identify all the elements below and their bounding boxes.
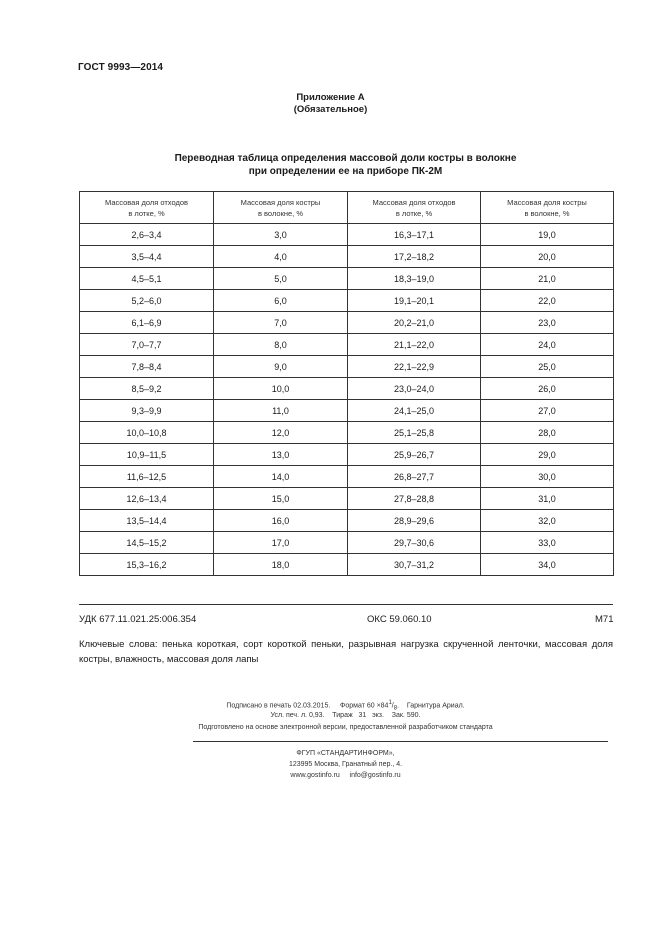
table-row (80, 378, 614, 400)
table-cell: 21,0 (481, 268, 614, 290)
table-cell: 32,0 (481, 510, 614, 532)
table-cell: 3,5–4,4 (80, 246, 214, 268)
table-row (80, 312, 614, 334)
table-row (80, 488, 614, 510)
table-cell: 22,0 (481, 290, 614, 312)
table-cell: 27,8–28,8 (348, 488, 481, 510)
table-cell: 11,6–12,5 (80, 466, 214, 488)
standard-number: ГОСТ 9993—2014 (78, 62, 164, 73)
table-title-line2: при определении ее на приборе ПК-2М (248, 166, 443, 177)
table-row (80, 356, 614, 378)
publisher-contacts: www.gostinfo.ru info@gostinfo.ru (290, 772, 401, 779)
publisher-divider (193, 741, 608, 742)
imprint-line3: Подготовлено на основе электронной версии, предоставленной разработчиком стандарта (198, 724, 493, 731)
table-cell: 23,0–24,0 (348, 378, 481, 400)
appendix-status: (Обязательное) (293, 104, 368, 115)
table-cell: 8,5–9,2 (80, 378, 214, 400)
table-cell: 8,0 (214, 334, 348, 356)
table-row (80, 554, 614, 576)
table-cell: 30,7–31,2 (348, 554, 481, 576)
table-cell: 15,0 (214, 488, 348, 510)
imprint-line1: Подписано в печать 02.03.2015. Формат $60 \times 84^1/_8$. Гарнитура Ариал. (226, 700, 465, 712)
table-cell: 3,0 (214, 224, 348, 246)
table-cell: 30,0 (481, 466, 614, 488)
table-cell: 24,1–25,0 (348, 400, 481, 422)
table-row (80, 246, 614, 268)
table-cell: 26,0 (481, 378, 614, 400)
table-cell: 24,0 (481, 334, 614, 356)
table-cell: 17,2–18,2 (348, 246, 481, 268)
header-waste-share: Массовая доля отходов в лотке, % (80, 192, 214, 224)
table-cell: 29,7–30,6 (348, 532, 481, 554)
table-cell: 23,0 (481, 312, 614, 334)
table-cell: 34,0 (481, 554, 614, 576)
table-cell: 33,0 (481, 532, 614, 554)
table-cell: 2,6–3,4 (80, 224, 214, 246)
table-row (80, 422, 614, 444)
table-cell: 27,0 (481, 400, 614, 422)
table-cell: 14,5–15,2 (80, 532, 214, 554)
oks-code: ОКС 59.060.10 (367, 614, 432, 625)
table-cell: 25,9–26,7 (348, 444, 481, 466)
table-cell: 9,0 (214, 356, 348, 378)
table-cell: 13,0 (214, 444, 348, 466)
table-title-line1: Переводная таблица определения массовой доли костры в волокне (174, 153, 517, 164)
table-cell: 4,5–5,1 (80, 268, 214, 290)
table-cell: 15,3–16,2 (80, 554, 214, 576)
udk-code: УДК 677.11.021.25:006.354 (79, 614, 197, 625)
table-header-row (80, 192, 614, 224)
table-cell: 7,0 (214, 312, 348, 334)
table-row (80, 268, 614, 290)
table-row (80, 510, 614, 532)
table-cell: 12,6–13,4 (80, 488, 214, 510)
table-row (80, 334, 614, 356)
table-cell: 5,2–6,0 (80, 290, 214, 312)
keywords: Ключевые слова: пенька короткая, сорт короткой пеньки, разрывная нагрузка скрученной ленточки, массовая доля костры, влажность, массовая доля лапы (79, 639, 613, 665)
header-waste-share-2: Массовая доля отходов в лотке, % (348, 192, 481, 224)
table-cell: 19,0 (481, 224, 614, 246)
table-row (80, 466, 614, 488)
table-cell: 10,9–11,5 (80, 444, 214, 466)
table-cell: 12,0 (214, 422, 348, 444)
table-cell: 18,3–19,0 (348, 268, 481, 290)
table-cell: 6,1–6,9 (80, 312, 214, 334)
table-cell: 20,2–21,0 (348, 312, 481, 334)
table-cell: 22,1–22,9 (348, 356, 481, 378)
table-cell: 16,3–17,1 (348, 224, 481, 246)
divider (79, 604, 613, 605)
table-cell: 14,0 (214, 466, 348, 488)
table-cell: 31,0 (481, 488, 614, 510)
table-cell: 7,0–7,7 (80, 334, 214, 356)
appendix-title: Приложение А (296, 92, 365, 103)
header-shive-share: Массовая доля костры в волокне, % (214, 192, 348, 224)
table-row (80, 400, 614, 422)
table-cell: 28,9–29,6 (348, 510, 481, 532)
classification-code: М71 (595, 614, 614, 625)
table-cell: 5,0 (214, 268, 348, 290)
publisher-name: ФГУП «СТАНДАРТИНФОРМ», (296, 750, 395, 757)
table-cell: 25,1–25,8 (348, 422, 481, 444)
imprint-line2: Усл. печ. л. 0,93. Тираж 31 экз. Зак. 590. (270, 712, 421, 719)
table-cell: 17,0 (214, 532, 348, 554)
table-row (80, 444, 614, 466)
publisher-address: 123995 Москва, Гранатный пер., 4. (288, 761, 403, 768)
table-cell: 26,8–27,7 (348, 466, 481, 488)
table-cell: 13,5–14,4 (80, 510, 214, 532)
table-row (80, 532, 614, 554)
table-cell: 10,0–10,8 (80, 422, 214, 444)
table-cell: 21,1–22,0 (348, 334, 481, 356)
table-cell: 6,0 (214, 290, 348, 312)
table-cell: 11,0 (214, 400, 348, 422)
conversion-table (79, 191, 614, 576)
table-cell: 9,3–9,9 (80, 400, 214, 422)
table-cell: 19,1–20,1 (348, 290, 481, 312)
table-cell: 7,8–8,4 (80, 356, 214, 378)
header-shive-share-2: Массовая доля костры в волокне, % (481, 192, 614, 224)
table-cell: 10,0 (214, 378, 348, 400)
table-cell: 28,0 (481, 422, 614, 444)
table-cell: 29,0 (481, 444, 614, 466)
table-cell: 18,0 (214, 554, 348, 576)
table-cell: 4,0 (214, 246, 348, 268)
table-cell: 16,0 (214, 510, 348, 532)
table-cell: 20,0 (481, 246, 614, 268)
table-cell: 25,0 (481, 356, 614, 378)
table-row (80, 224, 614, 246)
table-row (80, 290, 614, 312)
